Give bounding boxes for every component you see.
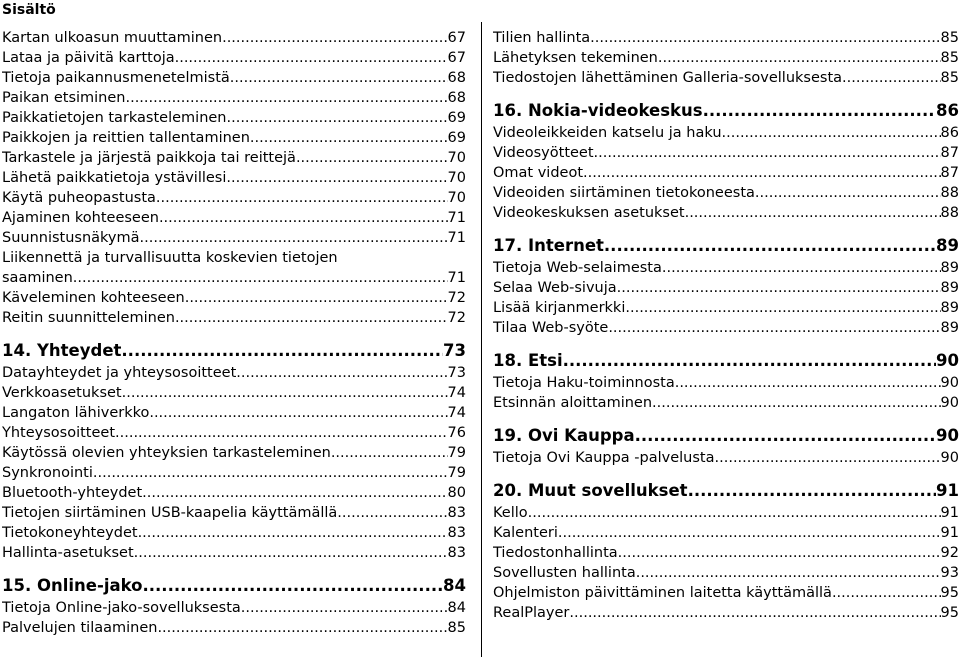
toc-entry-page: 85: [940, 70, 959, 86]
toc-leader-dots: [675, 373, 941, 393]
toc-entry-page: 85: [447, 620, 466, 636]
toc-leader-dots: [227, 108, 448, 128]
toc-entry-title: Paikan etsiminen: [2, 90, 126, 106]
section-page: 89: [936, 236, 959, 255]
toc-leader-dots: [842, 68, 941, 88]
toc-entry[interactable]: [493, 503, 959, 523]
toc-entry-page: 89: [940, 280, 959, 296]
toc-entry[interactable]: [493, 123, 959, 143]
toc-entry-page: 93: [940, 565, 959, 581]
toc-entry-page: 86: [940, 125, 959, 141]
toc-entry[interactable]: [493, 298, 959, 318]
toc-leader-dots: [688, 479, 936, 503]
toc-entry[interactable]: [2, 403, 466, 423]
toc-entry-page: 76: [447, 425, 466, 441]
toc-entry[interactable]: [2, 363, 466, 383]
toc-leader-dots: [142, 483, 447, 503]
toc-entry[interactable]: [2, 128, 466, 148]
toc-entry-title: Palvelujen tilaaminen: [2, 620, 158, 636]
toc-entry-title: Videosyötteet: [493, 145, 594, 161]
toc-entry[interactable]: [493, 203, 959, 223]
toc-entry-title: Tilien hallinta: [493, 30, 591, 46]
toc-leader-dots: [185, 288, 448, 308]
toc-entry[interactable]: [2, 88, 466, 108]
toc-entry[interactable]: [2, 503, 466, 523]
toc-entry[interactable]: [493, 563, 959, 583]
toc-entry-page: 90: [940, 450, 959, 466]
toc-entry[interactable]: [2, 188, 466, 208]
toc-leader-dots: [755, 183, 941, 203]
toc-entry-page: 83: [447, 505, 466, 521]
toc-entry-title: Tietoja Online-jako-sovelluksesta: [2, 600, 241, 616]
toc-entry-title: Videoleikkeiden katselu ja haku: [493, 125, 722, 141]
toc-entry-page: 95: [940, 605, 959, 621]
section-title: 16. Nokia-videokeskus: [493, 101, 703, 120]
toc-leader-dots: [122, 383, 448, 403]
toc-entry-page: 79: [447, 465, 466, 481]
toc-leader-dots: [241, 598, 448, 618]
toc-leader-dots: [121, 339, 443, 363]
toc-entry[interactable]: [2, 423, 466, 443]
toc-leader-dots: [149, 403, 447, 423]
toc-entry-line[interactable]: [2, 248, 466, 268]
toc-entry[interactable]: [493, 68, 959, 88]
section-page: 84: [443, 576, 466, 595]
toc-entry-page: 89: [940, 300, 959, 316]
toc-entry-title: Käytä puheopastusta: [2, 190, 156, 206]
toc-section-heading[interactable]: [493, 479, 959, 503]
toc-leader-dots: [73, 268, 448, 288]
toc-entry[interactable]: [493, 393, 959, 413]
toc-entry-title: Yhteysosoitteet: [2, 425, 116, 441]
toc-entry-page: 89: [940, 320, 959, 336]
toc-entry-page: 90: [940, 395, 959, 411]
toc-leader-dots: [636, 563, 941, 583]
toc-entry-page: 89: [940, 260, 959, 276]
toc-leader-dots: [625, 298, 940, 318]
toc-entry[interactable]: [493, 373, 959, 393]
toc-entry-page: 73: [447, 365, 466, 381]
toc-entry[interactable]: [493, 183, 959, 203]
toc-entry-title: Tarkastele ja järjestä paikkoja tai reittejä: [2, 150, 296, 166]
toc-left-column: [2, 28, 466, 638]
section-title: 14. Yhteydet: [2, 341, 122, 360]
toc-entry-page: 71: [447, 270, 466, 286]
toc-entry-page: 88: [940, 185, 959, 201]
toc-entry-page: 95: [940, 585, 959, 601]
toc-leader-dots: [331, 443, 448, 463]
toc-leader-dots: [115, 423, 448, 443]
toc-entry-page: 88: [940, 205, 959, 221]
toc-leader-dots: [558, 523, 941, 543]
toc-leader-dots: [140, 228, 448, 248]
toc-entry[interactable]: [493, 523, 959, 543]
toc-entry-page: 72: [447, 290, 466, 306]
toc-entry-page: 92: [940, 545, 959, 561]
toc-leader-dots: [143, 574, 444, 598]
toc-leader-dots: [250, 128, 448, 148]
toc-entry-title: Tilaa Web-syöte: [493, 320, 609, 336]
toc-entry-title: Tietojen siirtäminen USB-kaapelia käyttämällä: [2, 505, 338, 521]
toc-entry-title: Suunnistusnäkymä: [2, 230, 140, 246]
toc-entry-title: Tiedostonhallinta: [493, 545, 618, 561]
toc-leader-dots: [230, 68, 448, 88]
toc-entry-title: Tietoja Web-selaimesta: [493, 260, 662, 276]
toc-leader-dots: [604, 234, 936, 258]
toc-entry[interactable]: [493, 28, 959, 48]
toc-leader-dots: [159, 208, 448, 228]
toc-entry-title: Omat videot: [493, 165, 584, 181]
toc-entry-page: 83: [447, 525, 466, 541]
toc-entry-page: 74: [447, 405, 466, 421]
toc-entry[interactable]: [2, 48, 466, 68]
toc-entry-title: Bluetooth-yhteydet: [2, 485, 143, 501]
toc-leader-dots: [93, 463, 448, 483]
toc-entry[interactable]: [493, 278, 959, 298]
toc-entry-title: Ohjelmiston päivittäminen laitetta käyttämällä: [493, 585, 832, 601]
section-page: 86: [936, 101, 959, 120]
toc-entry-title: Synkronointi: [2, 465, 93, 481]
toc-entry[interactable]: [493, 258, 959, 278]
page-title: Sisältö: [2, 2, 56, 18]
toc-entry[interactable]: [493, 448, 959, 468]
toc-leader-dots: [157, 618, 447, 638]
toc-entry-title: Lisää kirjanmerkki: [493, 300, 626, 316]
toc-entry-page: 87: [940, 165, 959, 181]
toc-leader-dots: [175, 48, 448, 68]
toc-leader-dots: [617, 278, 941, 298]
toc-entry-page: 87: [940, 145, 959, 161]
toc-leader-dots: [715, 448, 941, 468]
toc-leader-dots: [528, 503, 941, 523]
toc-leader-dots: [583, 163, 941, 183]
toc-entry[interactable]: [2, 208, 466, 228]
toc-section-heading[interactable]: [2, 574, 466, 598]
toc-entry[interactable]: [2, 483, 466, 503]
toc-leader-dots: [722, 123, 941, 143]
toc-entry[interactable]: [2, 618, 466, 638]
toc-leader-dots: [175, 308, 448, 328]
toc-entry-page: 69: [447, 110, 466, 126]
toc-leader-dots: [134, 543, 448, 563]
toc-entry[interactable]: [2, 383, 466, 403]
toc-leader-dots: [608, 318, 940, 338]
toc-right-column: [493, 28, 959, 623]
toc-entry-page: 74: [447, 385, 466, 401]
toc-entry[interactable]: [493, 318, 959, 338]
toc-entry-title: Kartan ulkoasun muuttaminen: [2, 30, 223, 46]
toc-entry-title: Hallinta-asetukset: [2, 545, 134, 561]
toc-entry[interactable]: [493, 603, 959, 623]
toc-entry[interactable]: [2, 28, 466, 48]
toc-entry-title: Kello: [493, 505, 528, 521]
toc-entry[interactable]: [2, 463, 466, 483]
toc-leader-dots: [337, 503, 447, 523]
toc-entry[interactable]: [2, 523, 466, 543]
toc-entry[interactable]: [2, 168, 466, 188]
toc-entry-title: Kalenteri: [493, 525, 558, 541]
section-page: 90: [936, 351, 959, 370]
toc-leader-dots: [618, 543, 941, 563]
toc-entry[interactable]: [493, 163, 959, 183]
toc-entry[interactable]: [493, 583, 959, 603]
toc-entry-title: Lähetyksen tekeminen: [493, 50, 658, 66]
toc-entry-page: 72: [447, 310, 466, 326]
toc-entry-page: 91: [940, 505, 959, 521]
toc-leader-dots: [658, 48, 941, 68]
toc-leader-dots: [590, 28, 940, 48]
toc-leader-dots: [635, 424, 936, 448]
toc-entry-page: 79: [447, 445, 466, 461]
toc-entry[interactable]: [2, 598, 466, 618]
toc-entry[interactable]: [2, 268, 466, 288]
toc-entry-title: Videokeskuksen asetukset: [493, 205, 685, 221]
toc-entry-page: 68: [447, 90, 466, 106]
column-divider: [481, 22, 482, 657]
toc-entry[interactable]: [2, 228, 466, 248]
toc-entry-title: Langaton lähiverkko: [2, 405, 150, 421]
toc-leader-dots: [685, 203, 941, 223]
toc-entry-page: 85: [940, 30, 959, 46]
toc-entry-page: 91: [940, 525, 959, 541]
toc-entry-title: Tietoja Haku-toiminnosta: [493, 375, 675, 391]
toc-entry[interactable]: [2, 148, 466, 168]
toc-entry-title: Sovellusten hallinta: [493, 565, 636, 581]
toc-entry-title: Selaa Web-sivuja: [493, 280, 617, 296]
toc-entry-title: Paikkatietojen tarkasteleminen: [2, 110, 227, 126]
section-title: 19. Ovi Kauppa: [493, 426, 635, 445]
toc-entry-page: 83: [447, 545, 466, 561]
section-page: 73: [443, 341, 466, 360]
toc-leader-dots: [563, 349, 936, 373]
toc-entry[interactable]: [493, 143, 959, 163]
toc-entry-title: Tietokoneyhteydet: [2, 525, 138, 541]
toc-entry-title: Datayhteydet ja yhteysosoitteet: [2, 365, 237, 381]
section-page: 90: [936, 426, 959, 445]
toc-entry[interactable]: [2, 288, 466, 308]
toc-leader-dots: [138, 523, 448, 543]
section-title: 18. Etsi: [493, 351, 563, 370]
toc-entry[interactable]: [2, 543, 466, 563]
toc-entry[interactable]: [2, 308, 466, 328]
toc-entry-title: Käytössä olevien yhteyksien tarkasteleminen: [2, 445, 331, 461]
toc-entry-title: Tietoja paikannusmenetelmistä: [2, 70, 230, 86]
section-page: 91: [936, 481, 959, 500]
toc-leader-dots: [296, 148, 448, 168]
toc-entry-page: 71: [447, 230, 466, 246]
toc-entry-title: Liikennettä ja turvallisuutta koskevien tietojen: [2, 250, 338, 266]
toc-entry-page: 68: [447, 70, 466, 86]
toc-entry-title: Lähetä paikkatietoja ystävillesi: [2, 170, 227, 186]
toc-entry-title: Tiedostojen lähettäminen Galleria-sovelluksesta: [493, 70, 843, 86]
toc-leader-dots: [662, 258, 941, 278]
toc-leader-dots: [652, 393, 941, 413]
toc-leader-dots: [222, 28, 447, 48]
section-title: 17. Internet: [493, 236, 604, 255]
toc-leader-dots: [594, 143, 941, 163]
toc-entry-page: 67: [447, 30, 466, 46]
toc-entry-page: 70: [447, 150, 466, 166]
toc-entry-page: 69: [447, 130, 466, 146]
toc-entry-page: 67: [447, 50, 466, 66]
toc-entry[interactable]: [2, 443, 466, 463]
toc-entry-title: Paikkojen ja reittien tallentaminen: [2, 130, 250, 146]
toc-leader-dots: [832, 583, 941, 603]
section-title: 15. Online-jako: [2, 576, 143, 595]
toc-entry-title: Reitin suunnitteleminen: [2, 310, 175, 326]
toc-entry-title: Lataa ja päivitä karttoja: [2, 50, 175, 66]
toc-section-heading[interactable]: [493, 424, 959, 448]
toc-entry-page: 80: [447, 485, 466, 501]
toc-entry[interactable]: [2, 68, 466, 88]
toc-entry-page: 70: [447, 170, 466, 186]
toc-entry-page: 85: [940, 50, 959, 66]
toc-entry-title: Videoiden siirtäminen tietokoneesta: [493, 185, 755, 201]
toc-leader-dots: [236, 363, 447, 383]
toc-entry[interactable]: [493, 48, 959, 68]
toc-entry-title: RealPlayer: [493, 605, 570, 621]
toc-entry-title: saaminen: [2, 270, 73, 286]
toc-entry-page: 90: [940, 375, 959, 391]
section-title: 20. Muut sovellukset: [493, 481, 688, 500]
toc-entry-title: Tietoja Ovi Kauppa -palvelusta: [493, 450, 715, 466]
toc-leader-dots: [156, 188, 448, 208]
toc-section-heading[interactable]: [493, 99, 959, 123]
toc-entry-page: 84: [447, 600, 466, 616]
toc-leader-dots: [703, 99, 936, 123]
toc-entry-title: Käveleminen kohteeseen: [2, 290, 185, 306]
toc-entry[interactable]: [493, 543, 959, 563]
toc-section-heading[interactable]: [493, 349, 959, 373]
toc-entry-page: 71: [447, 210, 466, 226]
toc-leader-dots: [125, 88, 447, 108]
toc-leader-dots: [569, 603, 940, 623]
toc-entry[interactable]: [2, 108, 466, 128]
toc-entry-page: 70: [447, 190, 466, 206]
toc-entry-title: Ajaminen kohteeseen: [2, 210, 159, 226]
toc-entry-title: Verkkoasetukset: [2, 385, 122, 401]
toc-leader-dots: [226, 168, 447, 188]
toc-entry-title: Etsinnän aloittaminen: [493, 395, 653, 411]
toc-section-heading[interactable]: [493, 234, 959, 258]
toc-section-heading[interactable]: [2, 339, 466, 363]
